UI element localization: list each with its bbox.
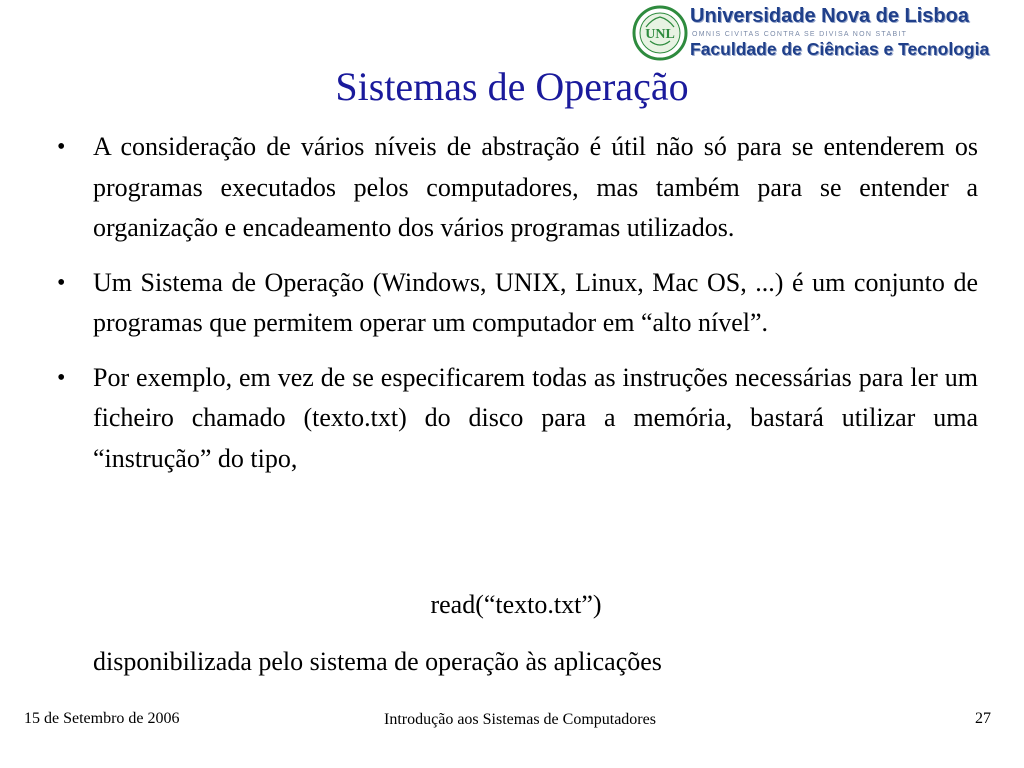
faculty-name: Faculdade de Ciências e Tecnologia	[690, 39, 990, 59]
footer-date: 15 de Setembro de 2006	[24, 710, 180, 727]
bullet-marker: •	[57, 364, 66, 391]
slide-title: Sistemas de Operação	[335, 64, 689, 109]
bullet-text: A consideração de vários níveis de abstração é útil não só para se entenderem os programas executados pelos computadores, mas também para se entender a organização e encadeamento dos vários programas utilizados.	[93, 132, 978, 242]
closing-text: disponibilizada pelo sistema de operação às aplicações	[93, 647, 662, 676]
university-seal-icon	[632, 5, 688, 61]
footer-course-title: Introdução aos Sistemas de Computadores	[384, 711, 656, 728]
bullet-item	[50, 127, 978, 249]
university-motto: OMNIS CIVITAS CONTRA SE DIVISA NON STABIT	[692, 31, 908, 38]
bullet-item	[50, 358, 978, 480]
university-name: Universidade Nova de Lisboa	[690, 5, 969, 27]
university-logo	[632, 3, 1024, 65]
bullet-text: Por exemplo, em vez de se especificarem todas as instruções necessárias para ler um ficheiro chamado (texto.txt) do disco para a memória, bastará utilizar uma “instrução” do tipo,	[93, 362, 978, 473]
bullet-item	[50, 263, 978, 344]
bullet-list	[50, 127, 978, 493]
page-number: 27	[975, 710, 991, 727]
code-example: read(“texto.txt”)	[430, 590, 602, 619]
bullet-marker: •	[57, 134, 66, 160]
seal-text: UNL	[645, 27, 675, 42]
bullet-marker: •	[57, 269, 66, 296]
bullet-text: Um Sistema de Operação (Windows, UNIX, Linux, Mac OS, ...) é um conjunto de programas que permitem operar um computador em “alto nível”.	[93, 267, 978, 337]
